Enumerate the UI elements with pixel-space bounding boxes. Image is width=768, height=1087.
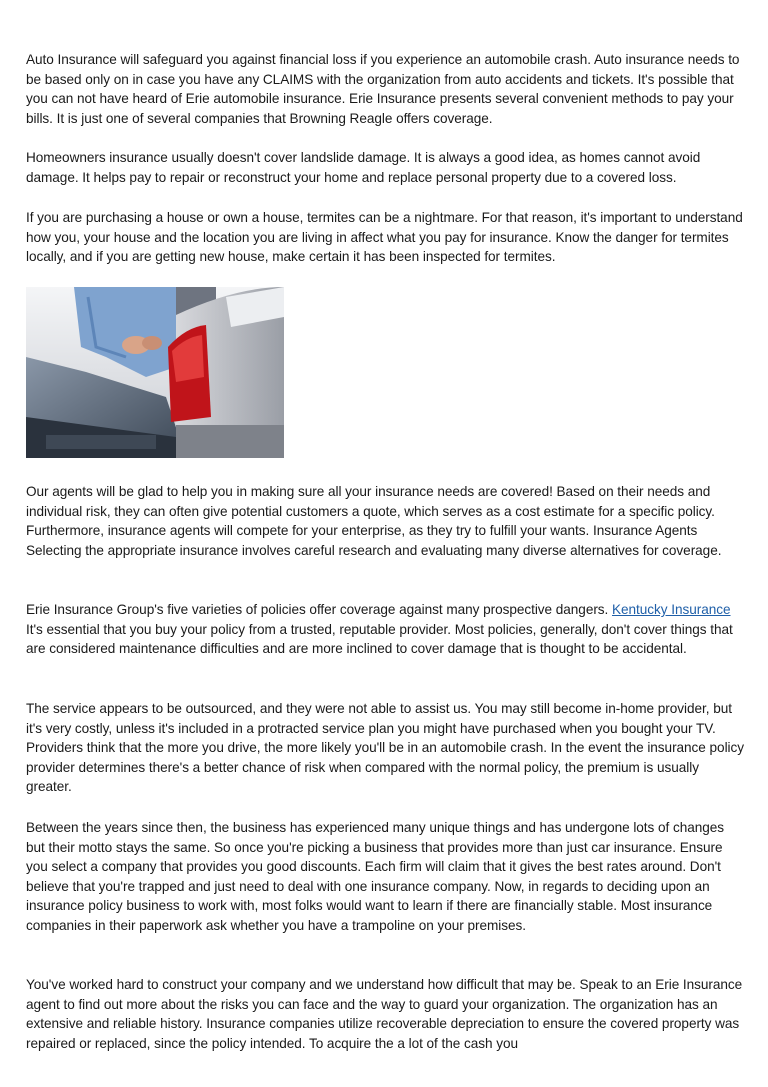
- paragraph-auto-insurance: Auto Insurance will safeguard you against financial loss if you experience an automobile crash. Auto insurance needs to be based only on in case you have any CLAIMS with the organization from auto accidents and tickets. It's possible that you can not have heard of Erie automobile insurance. Erie Insurance presents several convenient methods to pay your bills. It is just one of several companies that Browning Reagle offers coverage.: [26, 52, 740, 126]
- paragraph-termites: If you are purchasing a house or own a house, termites can be a nightmare. For that reason, it's important to understand how you, your house and the location you are living in affect what you pay for insurance. Know the danger for termites locally, and if you are getting new house, make certain it has been inspected for termites.: [26, 210, 743, 264]
- paragraph-service: The service appears to be outsourced, and they were not able to assist us. You may still become in-home provider, but it's very costly, unless it's included in a protracted service plan you might have purchased when you bought your TV. Providers think that the more you drive, the more likely you'll be in an automobile crash. In the event the insurance policy provider determines there's a better chance of risk when compared with the normal policy, the premium is usually greater.: [26, 701, 745, 794]
- handshake-car-photo: [26, 287, 284, 458]
- paragraph-homeowners: Homeowners insurance usually doesn't cover landslide damage. It is always a good idea, as homes cannot avoid damage. It helps pay to repair or reconstruct your home and replace personal property due to a covered loss.: [26, 150, 701, 185]
- kentucky-insurance-link[interactable]: Kentucky Insurance: [612, 602, 731, 617]
- paragraph-agents: Our agents will be glad to help you in making sure all your insurance needs are covered! Based on their needs and individual risk, they can often give potential customers a quote, which serves as a cost estimate for a specific policy. Furthermore, insurance agents will compete for your enterprise, as they try to fulfill your wants. Insurance Agents Selecting the appropriate insurance involves careful research and evaluating many diverse alternatives for coverage.: [26, 484, 722, 558]
- linked-paragraph-after: It's essential that you buy your policy from a trusted, reputable provider. Most policies, generally, don't cover things that are considered maintenance difficulties and are more inclined to cover damage that is thought to be accidental.: [26, 621, 733, 656]
- paragraph-business-years: Between the years since then, the business has experienced many unique things and has undergone lots of changes but their motto stays the same. So once you're picking a business that provides more than just car insurance. Ensure you select a company that provides you good discounts. Each firm will claim that it gives the best rates around. Don't believe that you're trapped and just need to deal with one insurance company. Now, in regards to deciding upon an insurance policy business to work with, most folks would want to learn if there are financially stable. Most insurance companies in their paperwork ask whether you have a trampoline on your premises.: [26, 820, 725, 933]
- handshake-over-car-photo-icon: [26, 287, 284, 458]
- paragraph-erie-group: [26, 600, 744, 659]
- paragraph-company: You've worked hard to construct your company and we understand how difficult that may be. Speak to an Erie Insurance agent to find out more about the risks you can face and the way to guard your organization. The organization has an extensive and reliable history. Insurance companies utilize recoverable depreciation to ensure the covered property was repaired or replaced, since the policy intended. To acquire the a lot of the cash you: [26, 977, 743, 1051]
- linked-paragraph-before: Erie Insurance Group's five varieties of policies offer coverage against many prospective dangers.: [26, 602, 613, 617]
